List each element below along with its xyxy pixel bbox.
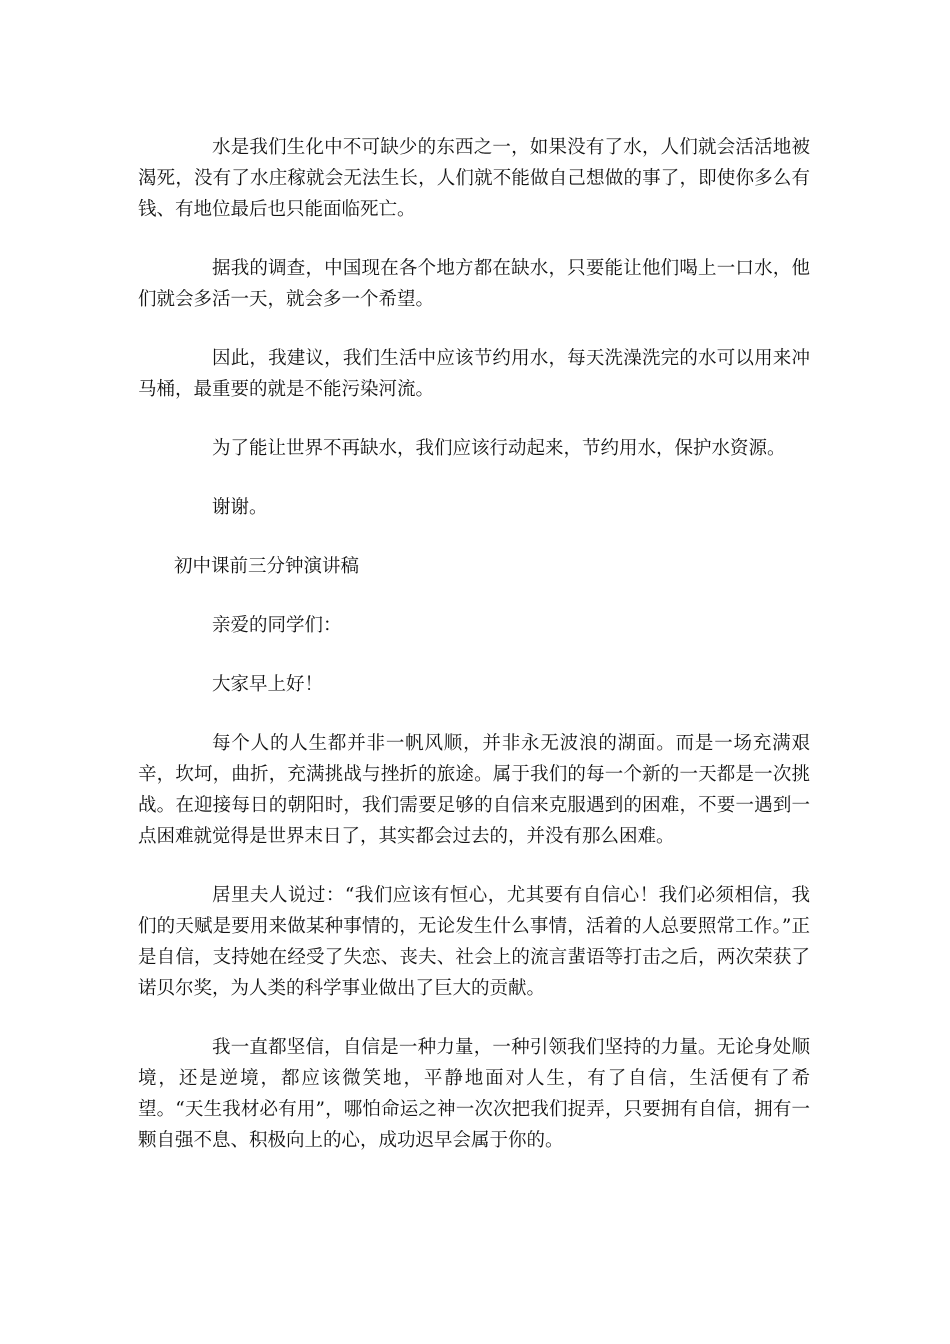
paragraph-call-to-action: 为了能让世界不再缺水，我们应该行动起来，节约用水，保护水资源。 xyxy=(212,438,786,459)
section-title: 初中课前三分钟演讲稿 xyxy=(174,556,360,577)
paragraph-survey: 据我的调查，中国现在各个地方都在缺水，只要能让他们喝上一口水，他们就会多活一天，就会多一个希望。 xyxy=(138,258,810,310)
paragraph-curie-quote: 居里夫人说过：“我们应该有恒心，尤其要有自信心！我们必须相信，我们的天赋是要用来做某种事情的，无论发生什么事情，活着的人总要照常工作。”正是自信，支持她在经受了失恋、丧夫、社会上的流言蜚语等打击之后，两次荣获了诺贝尔奖，为人类的科学事业做出了巨大的贡献。 xyxy=(138,885,810,999)
document-body xyxy=(138,132,810,1184)
paragraph-confidence: 我一直都坚信，自信是一种力量，一种引领我们坚持的力量。无论身处顺境，还是逆境，都应该微笑地，平静地面对人生，有了自信，生活便有了希望。“天生我材必有用”，哪怕命运之神一次次把我们捉弄，只要拥有自信，拥有一颗自强不息、积极向上的心，成功迟早会属于你的。 xyxy=(138,1037,810,1151)
paragraph-life-journey: 每个人的人生都并非一帆风顺，并非永无波浪的湖面。而是一场充满艰辛，坎坷，曲折，充满挑战与挫折的旅途。属于我们的每一个新的一天都是一次挑战。在迎接每日的朝阳时，我们需要足够的自信来克服遇到的困难，不要一遇到一点困难就觉得是世界末日了，其实都会过去的，并没有那么困难。 xyxy=(138,733,810,847)
paragraph-water-importance: 水是我们生化中不可缺少的东西之一，如果没有了水，人们就会活活地被渴死，没有了水庄稼就会无法生长，人们就不能做自己想做的事了，即使你多么有钱、有地位最后也只能面临死亡。 xyxy=(138,137,810,220)
paragraph-greeting: 亲爱的同学们： xyxy=(212,615,342,636)
paragraph-suggestion: 因此，我建议，我们生活中应该节约用水，每天洗澡洗完的水可以用来冲马桶，最重要的就是不能污染河流。 xyxy=(138,348,810,400)
paragraph-thanks: 谢谢。 xyxy=(212,497,268,518)
paragraph-good-morning: 大家早上好！ xyxy=(212,674,324,695)
